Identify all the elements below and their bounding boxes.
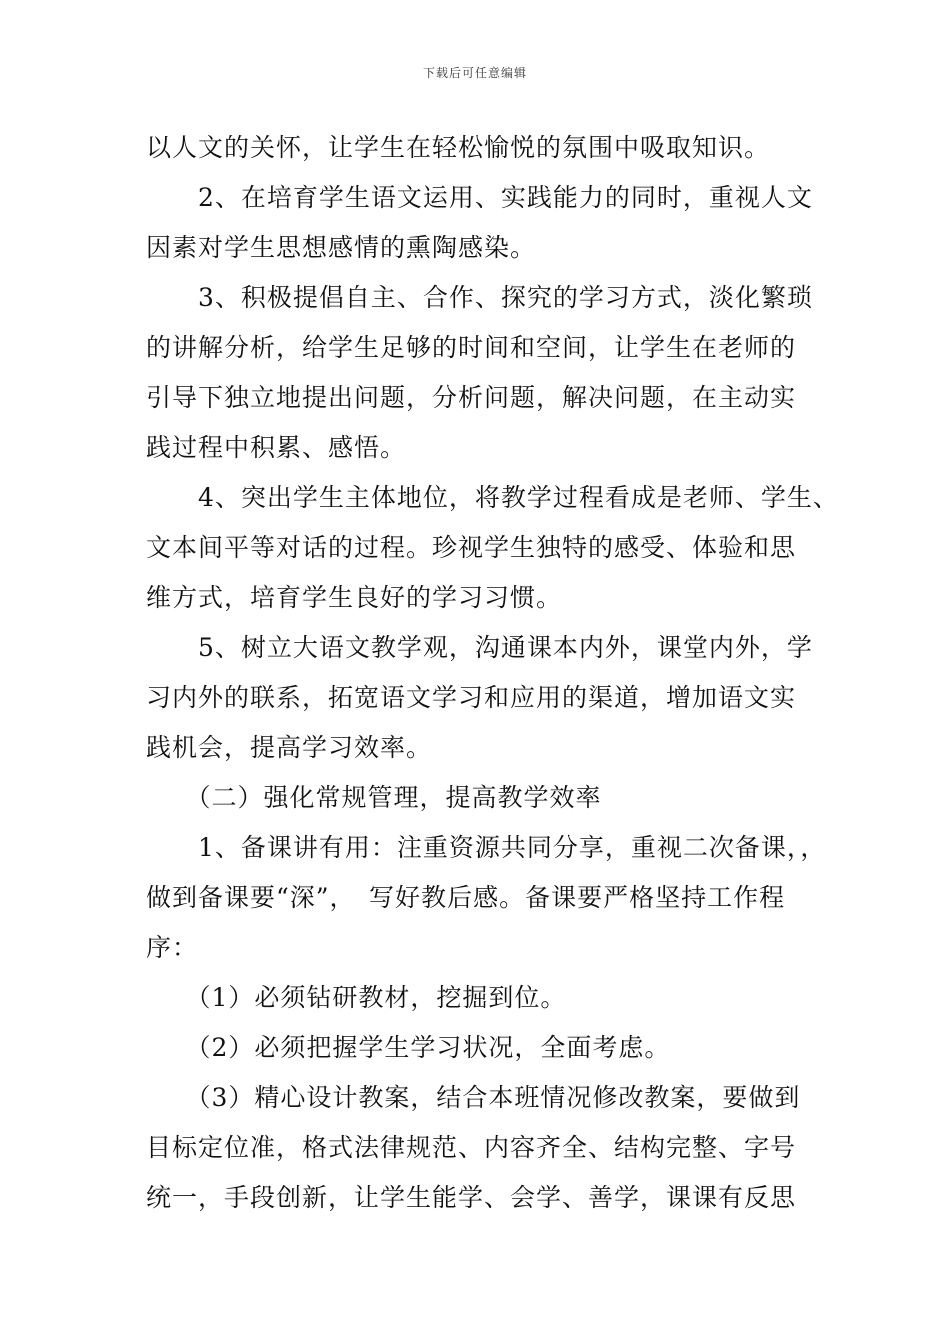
body-line-21: 目标定位准，格式法律规范、内容齐全、结构完整、字号 <box>146 1133 797 1162</box>
page-header: 下载后可任意编辑 <box>422 66 527 80</box>
body-line-3: 因素对学生思想感情的熏陶感染。 <box>146 233 537 262</box>
body-line-9: 文本间平等对话的过程。珍视学生独特的感受、体验和思 <box>146 533 797 562</box>
body-line-22: 统一，手段创新，让学生能学、会学、善学，课课有反思 <box>146 1183 797 1212</box>
section-heading: （二）强化常规管理，提高教学效率 <box>146 783 602 812</box>
body-line-2: 2、在培育学生语文运用、实践能力的同时，重视人文 <box>146 183 813 212</box>
body-line-17: 序： <box>146 933 199 962</box>
body-line-13: 践机会，提高学习效率。 <box>146 733 433 762</box>
body-line-7: 践过程中积累、感悟。 <box>146 433 407 462</box>
body-line-16: 做到备课要“深”， 写好教后感。备课要严格坚持工作程 <box>146 883 786 912</box>
body-line-10: 维方式，培育学生良好的学习习惯。 <box>146 583 563 612</box>
body-line-11: 5、树立大语文教学观，沟通课本内外，课堂内外，学 <box>146 633 813 662</box>
body-line-4: 3、积极提倡自主、合作、探究的学习方式，淡化繁琐 <box>146 283 813 312</box>
body-line-12: 习内外的联系，拓宽语文学习和应用的渠道，增加语文实 <box>146 683 797 712</box>
body-line-1: 以人文的关怀，让学生在轻松愉悦的氛围中吸取知识。 <box>146 133 771 162</box>
body-line-5: 的讲解分析，给学生足够的时间和空间，让学生在老师的 <box>146 333 797 362</box>
body-line-18: （1）必须钻研教材，挖掘到位。 <box>146 983 567 1012</box>
body-line-19: （2）必须把握学生学习状况，全面考虑。 <box>146 1033 671 1062</box>
body-line-6: 引导下独立地提出问题，分析问题，解决问题，在主动实 <box>146 383 797 412</box>
body-line-15: 1、备课讲有用：注重资源共同分享，重视二次备课，， <box>146 833 827 862</box>
body-line-8: 4、突出学生主体地位，将教学过程看成是老师、学生、 <box>146 483 839 512</box>
body-line-20: （3）精心设计教案，结合本班情况修改教案，要做到 <box>146 1083 801 1112</box>
